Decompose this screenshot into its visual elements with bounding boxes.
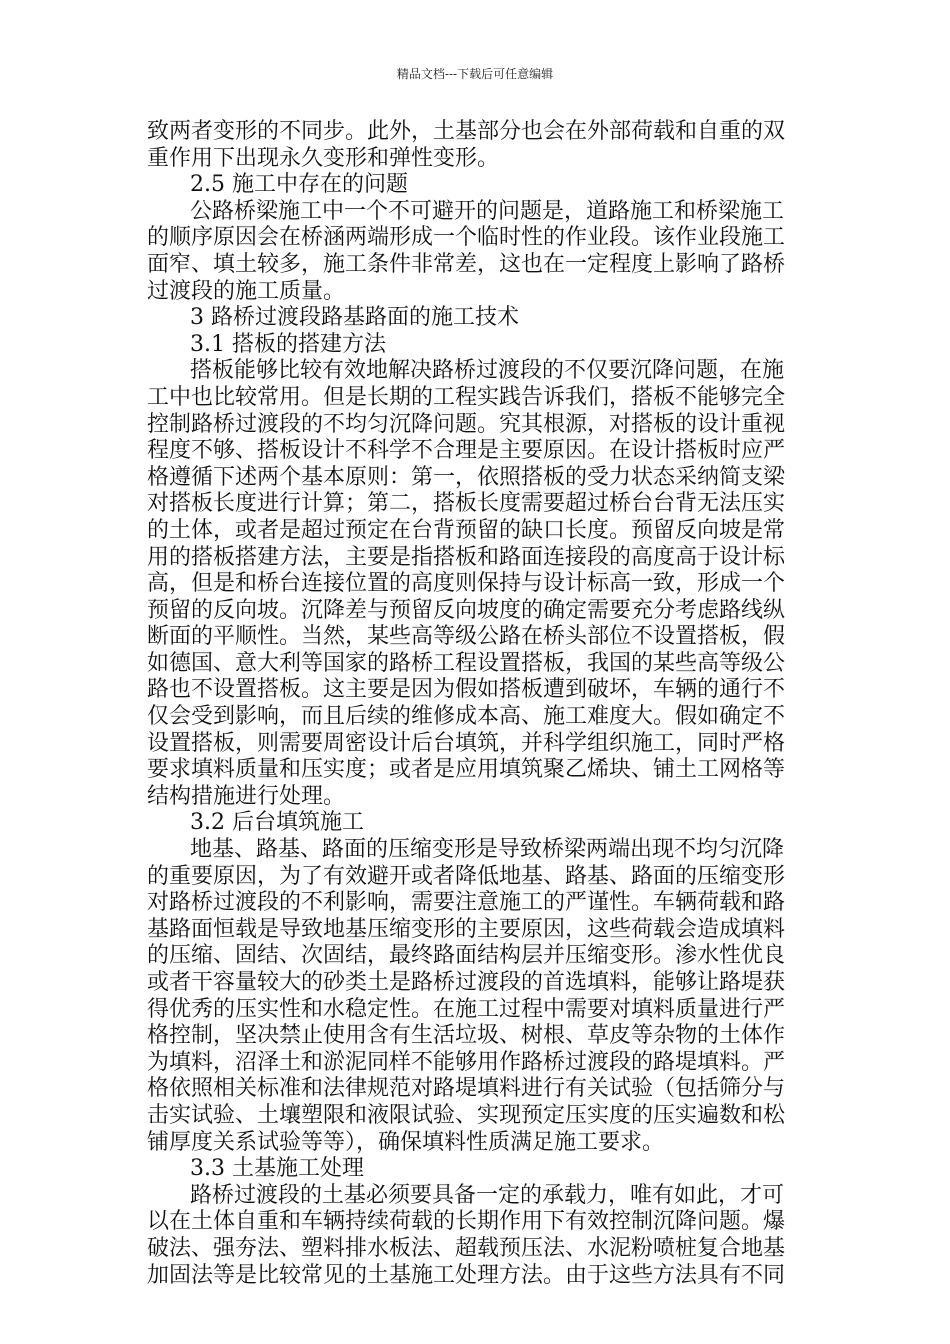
text-line: 过渡段的施工质量。 <box>147 278 346 304</box>
text-line: 格控制，坚决禁止使用含有生活垃圾、树根、草皮等杂物的土体作 <box>147 1023 786 1049</box>
text-line: 工中也比较常用。但是长期的工程实践告诉我们，搭板不能够完全 <box>147 384 786 410</box>
text-line: 击实试验、土壤塑限和液限试验、实现预定压实度的压实遍数和松 <box>147 1102 786 1128</box>
text-line: 预留的反向坡。沉降差与预留反向坡度的确定需要充分考虑路线纵 <box>147 597 786 623</box>
text-line: 铺厚度关系试验等等），确保填料性质满足施工要求。 <box>147 1129 665 1155</box>
text-line: 路桥过渡段的土基必须要具备一定的承载力，唯有如此，才可 <box>190 1182 785 1208</box>
text-line: 仅会受到影响，而且后续的维修成本高、施工难度大。假如确定不 <box>147 704 786 730</box>
text-line: 3.3 土基施工处理 <box>190 1156 364 1182</box>
text-line: 重作用下出现永久变形和弹性变形。 <box>147 145 500 171</box>
text-line: 3.1 搭板的搭建方法 <box>190 331 386 357</box>
text-line: 格依照相关标准和法律规范对路堤填料进行有关试验（包括筛分与 <box>147 1076 786 1102</box>
text-line: 的土体，或者是超过预定在台背预留的缺口长度。预留反向坡是常 <box>147 517 786 543</box>
text-line: 的顺序原因会在桥涵两端形成一个临时性的作业段。该作业段施工 <box>147 225 786 251</box>
text-line: 的压缩、固结、次固结，最终路面结构层并压缩变形。渗水性优良 <box>147 943 786 969</box>
page-header: 精品文档---下载后可任意编辑 <box>396 67 554 81</box>
text-line: 破法、强夯法、塑料排水板法、超载预压法、水泥粉喷桩复合地基 <box>147 1235 786 1261</box>
text-line: 或者干容量较大的砂类土是路桥过渡段的首选填料，能够让路堤获 <box>147 970 786 995</box>
text-line: 为填料，沼泽土和淤泥同样不能够用作路桥过渡段的路堤填料。严 <box>147 1049 786 1075</box>
text-line: 搭板能够比较有效地解决路桥过渡段的不仅要沉降问题，在施 <box>190 358 785 384</box>
text-line: 断面的平顺性。当然，某些高等级公路在桥头部位不设置搭板，假 <box>147 624 786 650</box>
text-line: 2.5 施工中存在的问题 <box>190 172 408 198</box>
text-line: 加固法等是比较常见的土基施工处理方法。由于这些方法具有不同 <box>147 1262 786 1288</box>
text-line: 致两者变形的不同步。此外，土基部分也会在外部荷载和自重的双 <box>147 119 786 144</box>
text-line: 3 路桥过渡段路基路面的施工技术 <box>190 305 519 331</box>
text-line: 对搭板长度进行计算；第二，搭板长度需要超过桥台台背无法压实 <box>147 491 786 517</box>
text-line: 路也不设置搭板。这主要是因为假如搭板遭到破坏，车辆的通行不 <box>147 677 786 703</box>
text-line: 以在土体自重和车辆持续荷载的长期作用下有效控制沉降问题。爆 <box>147 1209 786 1235</box>
document-body <box>147 119 799 1289</box>
text-line: 公路桥梁施工中一个不可避开的问题是，道路施工和桥梁施工 <box>190 198 785 224</box>
text-line: 用的搭板搭建方法，主要是指搭板和路面连接段的高度高于设计标 <box>147 544 786 570</box>
text-line: 设置搭板，则需要周密设计后台填筑，并科学组织施工，同时严格 <box>147 730 786 756</box>
text-line: 高，但是和桥台连接位置的高度则保持与设计标高一致，形成一个 <box>147 571 786 597</box>
text-line: 地基、路基、路面的压缩变形是导致桥梁两端出现不均匀沉降 <box>190 837 785 863</box>
text-line: 要求填料质量和压实度；或者是应用填筑聚乙烯块、铺土工网格等 <box>147 757 786 783</box>
text-line: 的重要原因，为了有效避开或者降低地基、路基、路面的压缩变形 <box>147 863 786 889</box>
text-line: 面窄、填土较多，施工条件非常差，这也在一定程度上影响了路桥 <box>147 251 786 277</box>
text-line: 基路面恒载是导致地基压缩变形的主要原因，这些荷载会造成填料 <box>147 916 786 942</box>
text-line: 对路桥过渡段的不利影响，需要注意施工的严谨性。车辆荷载和路 <box>147 890 786 916</box>
text-line: 如德国、意大利等国家的路桥工程设置搭板，我国的某些高等级公 <box>147 650 786 676</box>
text-line: 结构措施进行处理。 <box>147 783 346 809</box>
text-line: 3.2 后台填筑施工 <box>190 810 364 836</box>
text-line: 程度不够、搭板设计不科学不合理是主要原因。在设计搭板时应严 <box>147 438 786 464</box>
text-line: 控制路桥过渡段的不均匀沉降问题。究其根源，对搭板的设计重视 <box>147 411 786 437</box>
text-line: 得优秀的压实性和水稳定性。在施工过程中需要对填料质量进行严 <box>147 996 786 1022</box>
text-line: 格遵循下述两个基本原则：第一，依照搭板的受力状态采纳简支梁 <box>147 464 786 490</box>
